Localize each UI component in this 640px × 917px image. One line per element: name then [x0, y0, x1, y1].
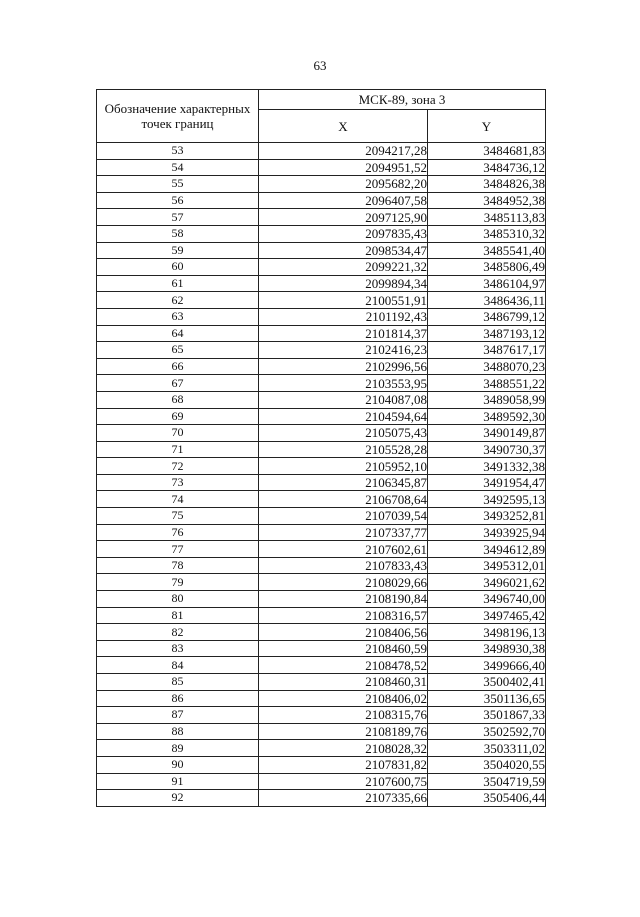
point-number: 56 — [97, 192, 259, 209]
table-row — [97, 358, 546, 375]
table-row — [97, 143, 546, 160]
table-row — [97, 541, 546, 558]
y-coordinate: 3505406,44 — [428, 790, 546, 807]
table-row — [97, 524, 546, 541]
point-number: 65 — [97, 342, 259, 359]
table-row — [97, 790, 546, 807]
table-row — [97, 508, 546, 525]
x-coordinate: 2104087,08 — [259, 391, 428, 408]
table-row — [97, 391, 546, 408]
y-coordinate: 3490149,87 — [428, 425, 546, 442]
point-number: 76 — [97, 524, 259, 541]
point-number: 88 — [97, 723, 259, 740]
table-row — [97, 325, 546, 342]
point-number: 92 — [97, 790, 259, 807]
table-row — [97, 192, 546, 209]
y-coordinate: 3486799,12 — [428, 308, 546, 325]
table-row — [97, 242, 546, 259]
x-coordinate: 2099221,32 — [259, 259, 428, 276]
point-number: 54 — [97, 159, 259, 176]
point-number: 85 — [97, 674, 259, 691]
point-number: 77 — [97, 541, 259, 558]
x-coordinate: 2107337,77 — [259, 524, 428, 541]
table-row — [97, 756, 546, 773]
x-coordinate: 2108406,56 — [259, 624, 428, 641]
y-coordinate: 3500402,41 — [428, 674, 546, 691]
x-coordinate: 2102416,23 — [259, 342, 428, 359]
y-coordinate: 3489058,99 — [428, 391, 546, 408]
table-row — [97, 474, 546, 491]
point-number: 78 — [97, 557, 259, 574]
x-coordinate: 2104594,64 — [259, 408, 428, 425]
point-number: 79 — [97, 574, 259, 591]
point-number: 60 — [97, 259, 259, 276]
table-row — [97, 607, 546, 624]
point-number: 68 — [97, 391, 259, 408]
point-number: 86 — [97, 690, 259, 707]
table-row — [97, 491, 546, 508]
y-coordinate: 3488551,22 — [428, 375, 546, 392]
point-number: 55 — [97, 176, 259, 193]
y-coordinate: 3497465,42 — [428, 607, 546, 624]
point-number: 91 — [97, 773, 259, 790]
table-row — [97, 640, 546, 657]
point-number: 84 — [97, 657, 259, 674]
x-coordinate: 2108478,52 — [259, 657, 428, 674]
y-coordinate: 3496021,62 — [428, 574, 546, 591]
point-number: 67 — [97, 375, 259, 392]
x-coordinate: 2107833,43 — [259, 557, 428, 574]
point-number: 83 — [97, 640, 259, 657]
point-number: 69 — [97, 408, 259, 425]
point-number: 82 — [97, 624, 259, 641]
x-coordinate: 2100551,91 — [259, 292, 428, 309]
x-coordinate: 2108460,59 — [259, 640, 428, 657]
point-number: 75 — [97, 508, 259, 525]
y-coordinate: 3495312,01 — [428, 557, 546, 574]
table-row — [97, 441, 546, 458]
y-coordinate: 3501136,65 — [428, 690, 546, 707]
point-number: 64 — [97, 325, 259, 342]
y-coordinate: 3504020,55 — [428, 756, 546, 773]
y-coordinate: 3503311,02 — [428, 740, 546, 757]
point-number: 63 — [97, 308, 259, 325]
point-number: 66 — [97, 358, 259, 375]
y-coordinate: 3485541,40 — [428, 242, 546, 259]
y-coordinate: 3486104,97 — [428, 275, 546, 292]
table-row — [97, 591, 546, 608]
x-coordinate: 2098534,47 — [259, 242, 428, 259]
table-body — [97, 143, 546, 807]
x-coordinate: 2108406,02 — [259, 690, 428, 707]
x-coordinate: 2107600,75 — [259, 773, 428, 790]
x-coordinate: 2096407,58 — [259, 192, 428, 209]
x-coordinate: 2108315,76 — [259, 707, 428, 724]
x-coordinate: 2102996,56 — [259, 358, 428, 375]
table-row — [97, 690, 546, 707]
y-coordinate: 3490730,37 — [428, 441, 546, 458]
point-number: 87 — [97, 707, 259, 724]
point-number: 57 — [97, 209, 259, 226]
coordinates-table — [96, 89, 546, 807]
x-coordinate: 2106708,64 — [259, 491, 428, 508]
table-header — [97, 90, 546, 143]
x-coordinate: 2107602,61 — [259, 541, 428, 558]
y-coordinate: 3489592,30 — [428, 408, 546, 425]
y-coordinate: 3494612,89 — [428, 541, 546, 558]
y-coordinate: 3487617,17 — [428, 342, 546, 359]
point-number: 58 — [97, 225, 259, 242]
point-number: 61 — [97, 275, 259, 292]
x-coordinate: 2107335,66 — [259, 790, 428, 807]
x-coordinate: 2108028,32 — [259, 740, 428, 757]
y-coordinate: 3488070,23 — [428, 358, 546, 375]
table-row — [97, 176, 546, 193]
y-coordinate: 3501867,33 — [428, 707, 546, 724]
y-coordinate: 3485806,49 — [428, 259, 546, 276]
x-column-header: X — [259, 110, 428, 143]
y-coordinate: 3493252,81 — [428, 508, 546, 525]
x-coordinate: 2097835,43 — [259, 225, 428, 242]
y-coordinate: 3491954,47 — [428, 474, 546, 491]
point-label-header: Обозначение характерных точек границ — [97, 90, 259, 143]
point-number: 59 — [97, 242, 259, 259]
table-row — [97, 723, 546, 740]
point-number: 80 — [97, 591, 259, 608]
y-coordinate: 3496740,00 — [428, 591, 546, 608]
table-row — [97, 275, 546, 292]
table-row — [97, 740, 546, 757]
table-row — [97, 557, 546, 574]
y-coordinate: 3484952,38 — [428, 192, 546, 209]
y-coordinate: 3487193,12 — [428, 325, 546, 342]
x-coordinate: 2107039,54 — [259, 508, 428, 525]
table-row — [97, 624, 546, 641]
table-row — [97, 657, 546, 674]
x-coordinate: 2101814,37 — [259, 325, 428, 342]
point-number: 70 — [97, 425, 259, 442]
y-coordinate: 3486436,11 — [428, 292, 546, 309]
y-coordinate: 3484736,12 — [428, 159, 546, 176]
x-coordinate: 2106345,87 — [259, 474, 428, 491]
y-coordinate: 3492595,13 — [428, 491, 546, 508]
table-row — [97, 458, 546, 475]
x-coordinate: 2108190,84 — [259, 591, 428, 608]
point-number: 90 — [97, 756, 259, 773]
y-coordinate: 3499666,40 — [428, 657, 546, 674]
x-coordinate: 2105952,10 — [259, 458, 428, 475]
y-coordinate: 3498196,13 — [428, 624, 546, 641]
x-coordinate: 2108189,76 — [259, 723, 428, 740]
table-row — [97, 225, 546, 242]
x-coordinate: 2101192,43 — [259, 308, 428, 325]
table-row — [97, 707, 546, 724]
x-coordinate: 2105075,43 — [259, 425, 428, 442]
table-row — [97, 674, 546, 691]
table-row — [97, 259, 546, 276]
point-number: 62 — [97, 292, 259, 309]
table-row — [97, 773, 546, 790]
point-number: 89 — [97, 740, 259, 757]
x-coordinate: 2095682,20 — [259, 176, 428, 193]
table-row — [97, 425, 546, 442]
coordinate-system-header: МСК-89, зона 3 — [259, 90, 546, 110]
y-coordinate: 3484681,83 — [428, 143, 546, 160]
x-coordinate: 2094217,28 — [259, 143, 428, 160]
y-coordinate: 3485113,83 — [428, 209, 546, 226]
table-row — [97, 342, 546, 359]
x-coordinate: 2108029,66 — [259, 574, 428, 591]
x-coordinate: 2094951,52 — [259, 159, 428, 176]
point-number: 81 — [97, 607, 259, 624]
x-coordinate: 2105528,28 — [259, 441, 428, 458]
x-coordinate: 2108460,31 — [259, 674, 428, 691]
x-coordinate: 2103553,95 — [259, 375, 428, 392]
page-number: 63 — [313, 58, 327, 73]
table-row — [97, 209, 546, 226]
y-coordinate: 3493925,94 — [428, 524, 546, 541]
y-coordinate: 3484826,38 — [428, 176, 546, 193]
table-row — [97, 375, 546, 392]
y-column-header: Y — [428, 110, 546, 143]
table-row — [97, 308, 546, 325]
table-row — [97, 574, 546, 591]
x-coordinate: 2108316,57 — [259, 607, 428, 624]
point-number: 53 — [97, 143, 259, 160]
table-row — [97, 292, 546, 309]
y-coordinate: 3498930,38 — [428, 640, 546, 657]
x-coordinate: 2097125,90 — [259, 209, 428, 226]
point-number: 73 — [97, 474, 259, 491]
x-coordinate: 2099894,34 — [259, 275, 428, 292]
y-coordinate: 3491332,38 — [428, 458, 546, 475]
table-row — [97, 159, 546, 176]
table-row — [97, 408, 546, 425]
point-number: 72 — [97, 458, 259, 475]
point-number: 71 — [97, 441, 259, 458]
x-coordinate: 2107831,82 — [259, 756, 428, 773]
y-coordinate: 3485310,32 — [428, 225, 546, 242]
y-coordinate: 3504719,59 — [428, 773, 546, 790]
point-number: 74 — [97, 491, 259, 508]
y-coordinate: 3502592,70 — [428, 723, 546, 740]
